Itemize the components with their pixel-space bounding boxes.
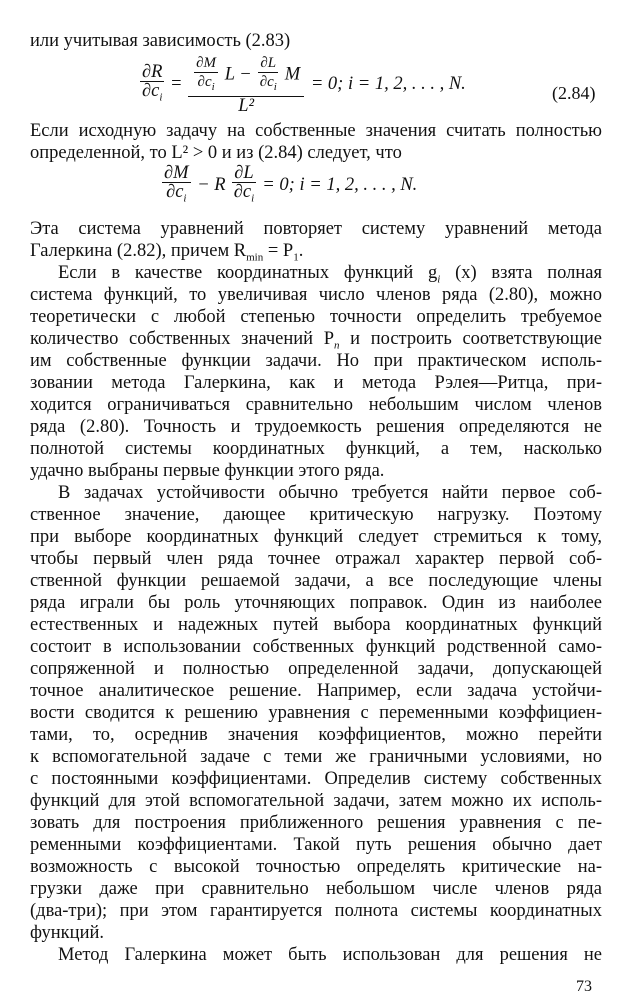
- text-line: В задачах устойчивости обычно требуется найти первое соб-: [58, 483, 602, 503]
- equation-2-84: $\frac{\partial R}{\partial c_i}$ = $\frac{\partial M}{\partial c_i}$ L − $\frac{\partial L}{\partial c_i}$ M L² = 0; i = 1, 2, . . . , N.: [142, 55, 466, 116]
- text-line: естественных и надежных путей выбора координатных функций: [30, 615, 602, 635]
- fraction-dR-dc: $\frac{\partial R}{\partial c_i}$: [142, 61, 163, 104]
- text-line: при выборе координатных функций следует стремиться к тому,: [30, 527, 602, 547]
- text-line: вости сводится к решению уравнения с переменными коэффициен-: [30, 703, 602, 723]
- page-number: 73: [576, 978, 592, 995]
- text-line: ходится ограничиваться сравнительно небольшим числом членов: [30, 395, 602, 415]
- text-line: определенной, то L² > 0 и из (2.84) следует, что: [30, 143, 402, 163]
- text-line: с постоянными коэффициентами. Определив систему собственных: [30, 769, 602, 789]
- text-line: ственное значение, дающее критическую нагрузку. Поэтому: [30, 505, 602, 525]
- text-line: чтобы первый член ряда точнее отражал характер первой соб-: [30, 549, 602, 569]
- text-line: полнотой системы координатных функций, а тем, насколько: [30, 439, 602, 459]
- text-line: Если исходную задачу на собственные значения считать полностью: [30, 121, 602, 141]
- text-line: Метод Галеркина может быть использован для решения не: [58, 945, 602, 965]
- text-line: удачно выбраны первые функции этого ряда.: [30, 461, 385, 481]
- text-line: сопряженной и полностью определенной задачи, допускающей: [30, 659, 602, 679]
- text-line: функций для этой вспомогательной задачи, затем можно их исполь-: [30, 791, 602, 811]
- text-line: ременными коэффициентами. Такой путь решения обычно дает: [30, 835, 602, 855]
- text-line-rmin: Галеркина (2.82), причем $R_{min} = P_1$.: [30, 241, 304, 264]
- text-line: зовать для построения приближенного решения уравнения с пе-: [30, 813, 602, 833]
- text-line-pn: количество собственных значений $P_n$ и построить соответствующие: [30, 329, 602, 352]
- text-line: (два-три); при этом гарантируется полнота системы координатных: [30, 901, 602, 921]
- text-line-g: Если в качестве координатных функций $g_i$ (x) взята полная: [58, 263, 602, 286]
- text-line: ряда играли бы роль уточняющих поправок. Один из наиболее: [30, 593, 602, 613]
- text-line: система функций, то увеличивая число членов ряда (2.80), можно: [30, 285, 602, 305]
- text-line: точное аналитическое решение. Например, если задача устойчи-: [30, 681, 602, 701]
- text-line: функций.: [30, 923, 104, 943]
- text-line: зовании метода Галеркина, как и метода Рэлея—Ритца, при-: [30, 373, 602, 393]
- text-line: теоретически с любой степенью точности определить требуемое: [30, 307, 602, 327]
- text-line: грузки даже при сравнительно небольшом числе членов ряда: [30, 879, 602, 899]
- equation-number: (2.84): [552, 83, 596, 103]
- text-line: состоит в использовании собственных функций родственной само-: [30, 637, 602, 657]
- text-line: ственной функции решаемой задачи, а все последующие члены: [30, 571, 602, 591]
- text-line: тами, то, осреднив значения коэффициентов, можно перейти: [30, 725, 602, 745]
- text-line: возможность с высокой точностью определять критические на-: [30, 857, 602, 877]
- text-line: или учитывая зависимость (2.83): [30, 31, 291, 51]
- text-line: ряда (2.80). Точность и трудоемкость решения определяются не: [30, 417, 602, 437]
- fraction-main: $\frac{\partial M}{\partial c_i}$ L − $\frac{\partial L}{\partial c_i}$ M L²: [188, 54, 304, 115]
- text-line: им собственные функции задачи. Но при практическом исполь-: [30, 351, 602, 371]
- equation-galerkin: $\frac{\partial M}{\partial c_i}$ − R $\frac{\partial L}{\partial c_i}$ = 0; i = 1, 2, . . . , N.: [164, 163, 418, 205]
- text-line: к вспомогательной задаче с теми же граничными условиями, но: [30, 747, 602, 767]
- text-line: Эта система уравнений повторяет систему уравнений метода: [30, 219, 602, 239]
